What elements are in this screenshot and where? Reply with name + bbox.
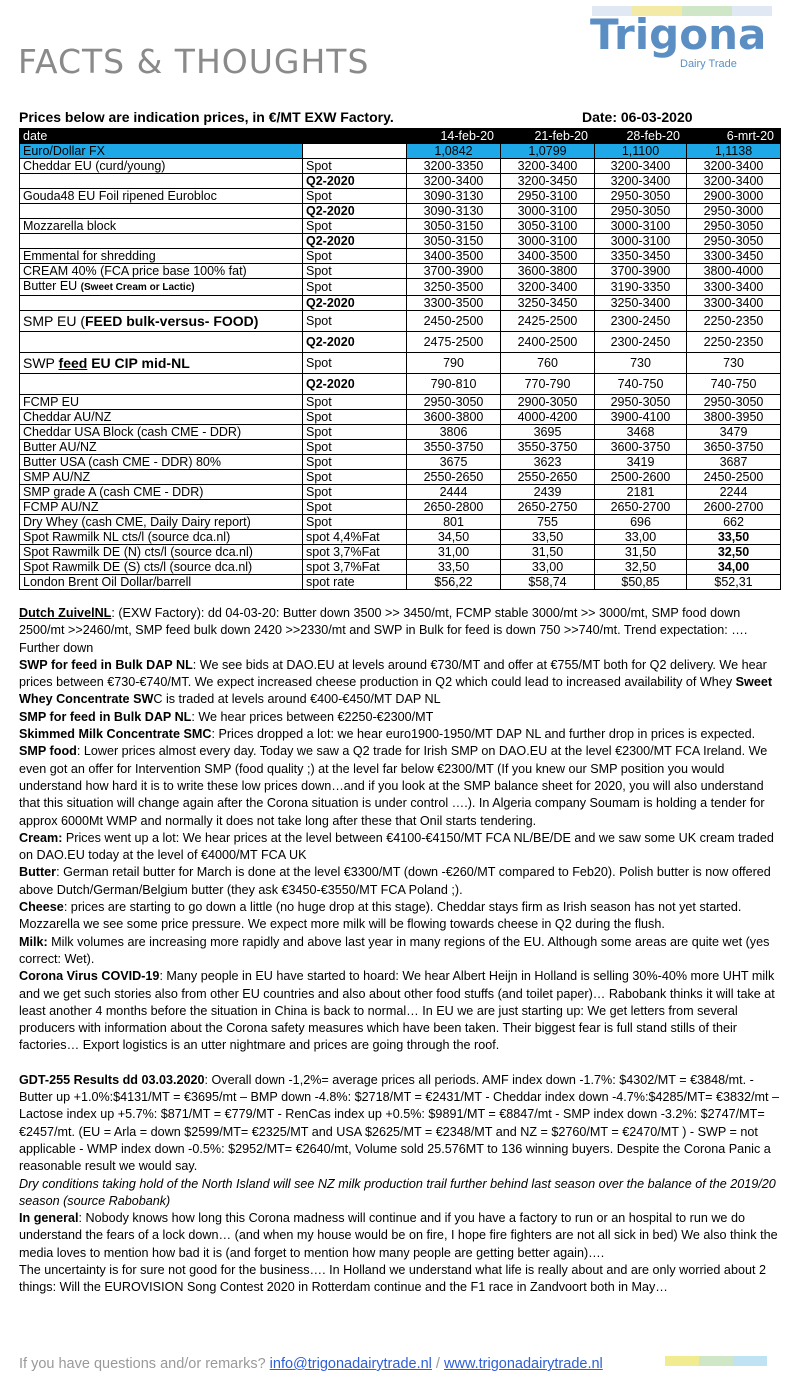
price-cell: 3687: [687, 455, 781, 470]
table-row: [20, 296, 781, 311]
price-cell: 2550-2650: [501, 470, 595, 485]
uncertainty-paragraph: The uncertainty is for sure not good for the business…. In Holland we understand what life is really about and are only worried about 2 things: Will the EUROVISION Song Contest 2020 in Rotterdam continue and the F1 race in Zandvoort both in May…: [19, 1262, 766, 1295]
table-row: [20, 515, 781, 530]
logo-subtitle: Dairy Trade: [680, 58, 737, 70]
price-cell: 31,50: [501, 545, 595, 560]
price-cell: 2650-2800: [407, 500, 501, 515]
price-cell: 3400-3500: [407, 249, 501, 264]
price-cell: 3300-3450: [687, 249, 781, 264]
product-cell: Cheddar EU (curd/young): [20, 159, 303, 174]
table-row: [20, 374, 781, 395]
price-cell: 3090-3130: [407, 189, 501, 204]
price-cell: 3250-3500: [407, 279, 501, 296]
product-cell: Dry Whey (cash CME, Daily Dairy report): [20, 515, 303, 530]
table-row: [20, 219, 781, 234]
product-cell: FCMP EU: [20, 395, 303, 410]
header-row: [20, 129, 781, 144]
term-cell: Spot: [303, 159, 407, 174]
price-cell: 790-810: [407, 374, 501, 395]
term-cell: Q2-2020: [303, 234, 407, 249]
price-cell: 2900-3050: [501, 395, 595, 410]
price-cell: 2400-2500: [501, 332, 595, 353]
price-cell: 3300-3400: [687, 296, 781, 311]
price-cell: 696: [595, 515, 687, 530]
price-cell: $58,74: [501, 575, 595, 590]
table-row: [20, 440, 781, 455]
butter-suffix: (Sweet Cream or Lactic): [80, 282, 195, 293]
zuivel-paragraph: Dutch ZuivelNL: (EXW Factory): dd 04-03-20: Butter down 3500 >> 3450/mt, FCMP stable 3000/mt >> 3000/mt, SMP food down 2500/mt >>2460/mt, SMP feed bulk down 2420 >>2330/mt and SWP in Bulk for feed is down 750 >>740/mt. Trend expectation: …. Further down: [19, 606, 748, 655]
price-cell: 3675: [407, 455, 501, 470]
price-cell: 3600-3800: [501, 264, 595, 279]
price-cell: 2650-2700: [595, 500, 687, 515]
table-row: [20, 500, 781, 515]
price-cell: 760: [501, 353, 595, 374]
price-cell: 2950-3050: [687, 219, 781, 234]
price-cell: 14-feb-20: [407, 129, 501, 144]
price-cell: 2950-3050: [595, 189, 687, 204]
price-cell: 740-750: [687, 374, 781, 395]
term-cell: [303, 129, 407, 144]
price-cell: 790: [407, 353, 501, 374]
product-cell: Cheddar AU/NZ: [20, 410, 303, 425]
table-row: [20, 545, 781, 560]
price-cell: 2450-2500: [687, 470, 781, 485]
price-cell: 3200-3400: [595, 174, 687, 189]
price-cell: 3300-3400: [687, 279, 781, 296]
table-row: [20, 560, 781, 575]
term-cell: Spot: [303, 455, 407, 470]
price-cell: 730: [687, 353, 781, 374]
price-cell: 28-feb-20: [595, 129, 687, 144]
price-cell: 3800-3950: [687, 410, 781, 425]
price-cell: 4000-4200: [501, 410, 595, 425]
table-row: [20, 264, 781, 279]
butter-paragraph: Butter: German retail butter for March is done at the level €3300/MT (down -€260/MT compared to Feb20). Polish butter is now offered above Dutch/German/Belgium butter (they ask €3450-€3550/MT FCA Poland ;).: [19, 865, 771, 897]
footer: [19, 1356, 603, 1372]
price-cell: 3090-3130: [407, 204, 501, 219]
product-cell: Spot Rawmilk DE (N) cts/l (source dca.nl): [20, 545, 303, 560]
table-row: [20, 530, 781, 545]
dry-conditions-paragraph: Dry conditions taking hold of the North Island will see NZ milk production trail further behind last season over the balance of the 2019/20 season (source Rabobank): [19, 1176, 776, 1208]
price-cell: 3419: [595, 455, 687, 470]
price-cell: 3250-3450: [501, 296, 595, 311]
term-cell: Q2-2020: [303, 296, 407, 311]
price-cell: 3600-3750: [595, 440, 687, 455]
swp-suffix: EU CIP mid-NL: [87, 355, 190, 371]
table-row: [20, 174, 781, 189]
price-cell: 3050-3150: [407, 234, 501, 249]
price-cell: 3200-3450: [501, 174, 595, 189]
product-cell: Euro/Dollar FX: [20, 144, 303, 159]
term-cell: Q2-2020: [303, 374, 407, 395]
price-cell: 3050-3100: [501, 219, 595, 234]
product-cell: [20, 374, 303, 395]
price-cell: 3700-3900: [407, 264, 501, 279]
price-cell: 1,0799: [501, 144, 595, 159]
price-cell: 3200-3400: [407, 174, 501, 189]
price-cell: 3600-3800: [407, 410, 501, 425]
price-cell: 32,50: [687, 545, 781, 560]
page-title: FACTS & THOUGHTS: [18, 42, 370, 81]
term-cell: Spot: [303, 219, 407, 234]
term-cell: Spot: [303, 500, 407, 515]
product-cell: Gouda48 EU Foil ripened Eurobloc: [20, 189, 303, 204]
term-cell: Spot: [303, 425, 407, 440]
table-row: [20, 159, 781, 174]
gdt-paragraph: GDT-255 Results dd 03.03.2020: Overall down -1,2%= average prices all periods. AMF index down -1.7%: $4302/MT = €3848/mt. - Butter up +1.0%:$4131/MT = €3695/mt – BMP down -4.8%: $2718/MT = €2431/MT - Cheddar index down -4.7%:$4285/MT= €3832/mt – Lactose index up +5.7%: $871/MT = €779/MT - RenCas index up +0.5%: $9891/MT = €8847/mt - SMP index down -3.2%: $2747/MT= €2457/mt. (EU = Arla = down $2599/MT= €2325/MT and USA $2625/MT = €2348/MT and NZ = $2760/MT = €2470/MT ) - SWP = not applicable - WMP index down -0.5%: $2952/MT= €2640/mt, Volume sold 25.576MT to 136 winning buyers. Despite the Corona Panic a reasonable result we would say.: [19, 1072, 780, 1174]
price-cell: 2650-2750: [501, 500, 595, 515]
price-cell: 6-mrt-20: [687, 129, 781, 144]
swp-feed: feed: [58, 355, 88, 371]
product-cell: London Brent Oil Dollar/barrell: [20, 575, 303, 590]
term-cell: Spot: [303, 470, 407, 485]
table-row: [20, 425, 781, 440]
smp-feed-paragraph: SMP for feed in Bulk DAP NL: We hear prices between €2250-€2300/MT: [19, 709, 434, 724]
table-row: [20, 470, 781, 485]
term-cell: Q2-2020: [303, 204, 407, 219]
price-cell: 3479: [687, 425, 781, 440]
fx-row: [20, 144, 781, 159]
term-cell: Q2-2020: [303, 332, 407, 353]
term-cell: Spot: [303, 311, 407, 332]
footer-text: If you have questions and/or remarks?: [19, 1356, 270, 1372]
price-cell: 3550-3750: [501, 440, 595, 455]
price-cell: 3800-4000: [687, 264, 781, 279]
price-cell: 3550-3750: [407, 440, 501, 455]
product-cell: Butter AU/NZ: [20, 440, 303, 455]
table-row: [20, 395, 781, 410]
price-cell: 2950-3000: [687, 204, 781, 219]
price-cell: 2950-3050: [407, 395, 501, 410]
price-cell: 33,50: [687, 530, 781, 545]
term-cell: spot 4,4%Fat: [303, 530, 407, 545]
price-cell: 3000-3100: [501, 204, 595, 219]
price-cell: 34,00: [687, 560, 781, 575]
product-cell: Cheddar USA Block (cash CME - DDR): [20, 425, 303, 440]
product-cell: [20, 234, 303, 249]
table-row: [20, 455, 781, 470]
price-cell: 740-750: [595, 374, 687, 395]
website-link[interactable]: www.trigonadairytrade.nl: [444, 1356, 603, 1372]
product-cell: Butter USA (cash CME - DDR) 80%: [20, 455, 303, 470]
product-cell: [20, 296, 303, 311]
price-cell: 770-790: [501, 374, 595, 395]
price-cell: 32,50: [595, 560, 687, 575]
price-cell: 1,0842: [407, 144, 501, 159]
price-cell: 2250-2350: [687, 311, 781, 332]
price-cell: 3350-3450: [595, 249, 687, 264]
price-cell: 2950-3050: [687, 395, 781, 410]
price-cell: 33,00: [595, 530, 687, 545]
price-cell: 34,50: [407, 530, 501, 545]
price-cell: 21-feb-20: [501, 129, 595, 144]
price-cell: 2300-2450: [595, 311, 687, 332]
price-cell: 3200-3350: [407, 159, 501, 174]
price-cell: 3200-3400: [501, 159, 595, 174]
table-row: [20, 279, 781, 296]
price-cell: 3400-3500: [501, 249, 595, 264]
term-cell: Spot: [303, 485, 407, 500]
term-cell: Spot: [303, 395, 407, 410]
report-date: Date: 06-03-2020: [582, 109, 693, 125]
product-cell: [20, 332, 303, 353]
table-row: [20, 234, 781, 249]
price-cell: 3190-3350: [595, 279, 687, 296]
table-row: [20, 311, 781, 332]
price-cell: 2500-2600: [595, 470, 687, 485]
price-cell: 730: [595, 353, 687, 374]
product-cell: [20, 204, 303, 219]
price-table: [19, 128, 781, 590]
table-row: [20, 189, 781, 204]
footer-separator: /: [431, 1356, 444, 1372]
price-cell: 2300-2450: [595, 332, 687, 353]
term-cell: Spot: [303, 410, 407, 425]
price-cell: 2244: [687, 485, 781, 500]
price-cell: 2181: [595, 485, 687, 500]
price-cell: 2600-2700: [687, 500, 781, 515]
table-row: [20, 410, 781, 425]
price-cell: 31,50: [595, 545, 687, 560]
term-cell: spot 3,7%Fat: [303, 545, 407, 560]
price-cell: 3695: [501, 425, 595, 440]
table-row: [20, 204, 781, 219]
general-paragraph: In general: Nobody knows how long this Corona madness will continue and if you have a factory to run or an hospital to run we do understand the fears of a lock down… (and when my house would be on fire, I hope fire fighters are not all sick in bed) We also think the media loves to mention how bad it is (and forget to mention how many people are getting better again)….: [19, 1211, 778, 1260]
price-cell: 3300-3500: [407, 296, 501, 311]
term-cell: [303, 144, 407, 159]
term-cell: Spot: [303, 264, 407, 279]
commentary: [19, 605, 781, 1297]
price-cell: 2475-2500: [407, 332, 501, 353]
term-cell: Spot: [303, 440, 407, 455]
price-cell: 33,50: [407, 560, 501, 575]
price-cell: 2250-2350: [687, 332, 781, 353]
cream-paragraph: Cream: Prices went up a lot: We hear prices at the level between €4100-€4150/MT FCA NL/BE/DE and we saw some UK cream traded on DAO.EU today at the level of €4000/MT FCA UK: [19, 830, 774, 863]
corona-paragraph: Corona Virus COVID-19: Many people in EU have started to hoard: We hear Albert Heijn in Holland is selling 30%-40% more UHT milk and we get such stories also from other EU countries and also about other food stuffs (and toilet paper)… Rabobank thinks it will take at least another 4 months before the situation in China is back to normal… In EU we are just starting up: We get letters from several producers with information about the Corona safety measures which have been taken. Their biggest fear is full stand stills of their factories… Export logistics is an utter nightmare and prices are going through the roof.: [19, 969, 775, 1053]
table-row: [20, 575, 781, 590]
logo-wordmark: Trigona: [590, 10, 767, 59]
price-cell: 3200-3400: [595, 159, 687, 174]
swp-paragraph: SWP for feed in Bulk DAP NL: We see bids at DAO.EU at levels around €730/MT and offer at €755/MT both for Q2 delivery. We hear prices between €730-€740/MT. We expect increased cheese production in Q2 which could lead to increased availability of Whey Sweet Whey Concentrate SWC is traded at levels around €400-€450/MT DAP NL: [19, 657, 773, 707]
term-cell: Spot: [303, 515, 407, 530]
footer-color-bar-icon: [665, 1356, 767, 1366]
product-cell: SMP EU (FEED bulk-versus- FOOD): [20, 311, 303, 332]
smc-paragraph: Skimmed Milk Concentrate SMC: Prices dropped a lot: we hear euro1900-1950/MT DAP NL and further drop in prices is expected.: [19, 727, 756, 742]
price-cell: 3700-3900: [595, 264, 687, 279]
price-cell: 3650-3750: [687, 440, 781, 455]
product-cell: SWP feed EU CIP mid-NL: [20, 353, 303, 374]
product-cell: FCMP AU/NZ: [20, 500, 303, 515]
term-cell: spot 3,7%Fat: [303, 560, 407, 575]
table-row: [20, 485, 781, 500]
price-cell: 2425-2500: [501, 311, 595, 332]
term-cell: Spot: [303, 189, 407, 204]
product-cell: Mozzarella block: [20, 219, 303, 234]
price-cell: 3200-3400: [687, 159, 781, 174]
cheese-paragraph: Cheese: prices are starting to go down a little (no huge drop at this stage). Cheddar stays firm as Irish season has not yet started. Mozzarella we see some price pressure. We expect more milk will be flowing towards cheese in Q2 during the flush.: [19, 900, 742, 932]
price-cell: $50,85: [595, 575, 687, 590]
product-cell: Butter EU (Sweet Cream or Lactic): [20, 279, 303, 296]
price-cell: 2900-3000: [687, 189, 781, 204]
product-cell: Emmental for shredding: [20, 249, 303, 264]
price-cell: 3000-3100: [595, 219, 687, 234]
price-cell: 3200-3400: [501, 279, 595, 296]
price-cell: 662: [687, 515, 781, 530]
price-cell: 801: [407, 515, 501, 530]
price-cell: $52,31: [687, 575, 781, 590]
price-cell: 2439: [501, 485, 595, 500]
price-cell: 1,1138: [687, 144, 781, 159]
table-row: [20, 353, 781, 374]
price-cell: 3000-3100: [501, 234, 595, 249]
smp-suffix: FEED bulk-versus- FOOD): [84, 313, 259, 329]
price-cell: 3250-3400: [595, 296, 687, 311]
milk-paragraph: Milk: Milk volumes are increasing more rapidly and above last year in many regions of the EU. Although some areas are quite wet (yes correct: Wet).: [19, 934, 770, 966]
product-cell: SMP grade A (cash CME - DDR): [20, 485, 303, 500]
price-cell: 2950-3050: [595, 204, 687, 219]
price-cell: 3468: [595, 425, 687, 440]
price-cell: 31,00: [407, 545, 501, 560]
table-row: [20, 332, 781, 353]
product-cell: [20, 174, 303, 189]
price-cell: 2550-2650: [407, 470, 501, 485]
price-cell: $56,22: [407, 575, 501, 590]
term-cell: spot rate: [303, 575, 407, 590]
term-cell: Spot: [303, 279, 407, 296]
price-cell: 2444: [407, 485, 501, 500]
price-cell: 3623: [501, 455, 595, 470]
price-cell: 2450-2500: [407, 311, 501, 332]
smp-food-paragraph: SMP food: Lower prices almost every day. Today we saw a Q2 trade for Irish SMP on DAO.EU at the level €2300/MT FCA Ireland. We even got an offer for Intervention SMP (food quality ;) at the level far below €2300/MT (If you knew our SMP position you would understand how hard it is to write these low prices down…and if you look at the SMP balance sheet for 2020, you will also understand that this situation will change again after the Corona situation is under control ….). In Algeria company Soumam is holding a tender for approx 6000Mt WMP and normally it does not take long after these that Onil starts tendering.: [19, 744, 768, 828]
price-cell: 33,50: [501, 530, 595, 545]
price-cell: 1,1100: [595, 144, 687, 159]
price-cell: 3050-3150: [407, 219, 501, 234]
price-headline: Prices below are indication prices, in €/MT EXW Factory.: [19, 109, 394, 125]
price-cell: 2950-3050: [687, 234, 781, 249]
price-cell: 3806: [407, 425, 501, 440]
price-cell: 3000-3100: [595, 234, 687, 249]
product-cell: Spot Rawmilk NL cts/l (source dca.nl): [20, 530, 303, 545]
company-logo: [580, 6, 780, 74]
term-cell: Spot: [303, 249, 407, 264]
price-cell: 3900-4100: [595, 410, 687, 425]
price-cell: 2950-3100: [501, 189, 595, 204]
product-cell: Spot Rawmilk DE (S) cts/l (source dca.nl): [20, 560, 303, 575]
product-cell: SMP AU/NZ: [20, 470, 303, 485]
table-row: [20, 249, 781, 264]
price-cell: 3200-3400: [687, 174, 781, 189]
product-cell: CREAM 40% (FCA price base 100% fat): [20, 264, 303, 279]
price-cell: 755: [501, 515, 595, 530]
product-cell: date: [20, 129, 303, 144]
price-cell: 2950-3050: [595, 395, 687, 410]
term-cell: Q2-2020: [303, 174, 407, 189]
price-cell: 33,00: [501, 560, 595, 575]
term-cell: Spot: [303, 353, 407, 374]
email-link[interactable]: info@trigonadairytrade.nl: [269, 1356, 432, 1372]
